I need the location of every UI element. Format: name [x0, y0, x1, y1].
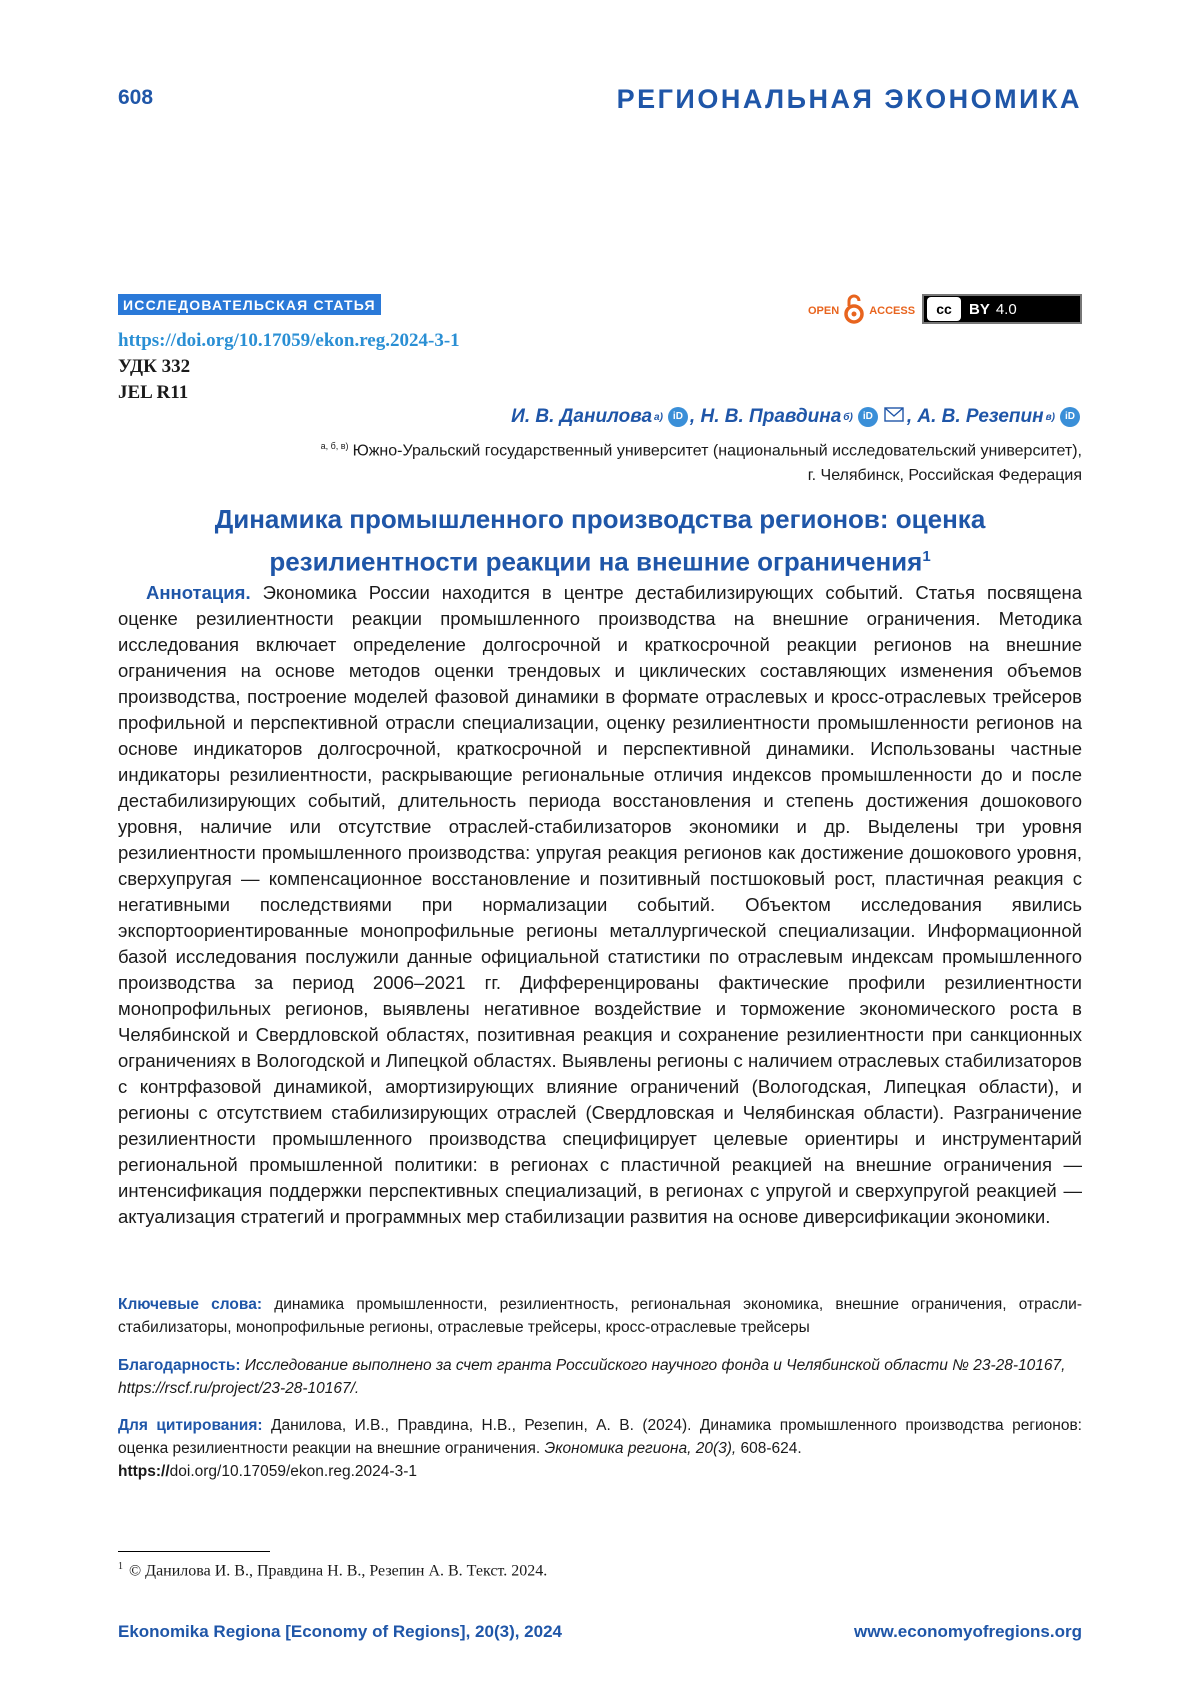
- jel-code: JEL R11: [118, 382, 189, 403]
- keywords-label: Ключевые слова:: [118, 1296, 262, 1313]
- open-access-logo: [808, 294, 915, 327]
- open-access-open-text: OPEN: [808, 304, 840, 317]
- open-access-lock-icon: [843, 294, 865, 327]
- citation-label: Для цитирования:: [118, 1417, 263, 1434]
- title-line-2: резилиентности реакции на внешние ограничения: [269, 546, 923, 577]
- author-mark: в): [1045, 411, 1055, 423]
- udk-code: УДК 332: [118, 356, 191, 377]
- footnote-text: © Данилова И. В., Правдина Н. В., Резепин А. В. Текст. 2024.: [129, 1562, 548, 1580]
- cc-license-badge[interactable]: [922, 294, 1082, 324]
- orcid-icon[interactable]: iD: [1060, 407, 1080, 427]
- author-mark: б): [843, 411, 853, 423]
- citation-pages: 608-624.: [740, 1440, 802, 1457]
- article-type-badge: ИССЛЕДОВАТЕЛЬСКАЯ СТАТЬЯ: [118, 294, 381, 315]
- citation-journal: Экономика региона, 20(3),: [544, 1440, 737, 1457]
- author-name: И. В. Данилова: [511, 406, 653, 427]
- mail-icon[interactable]: [884, 406, 904, 428]
- keywords: [118, 1293, 1082, 1339]
- citation: [118, 1414, 1082, 1483]
- citation-doi-link[interactable]: https://doi.org/10.17059/ekon.reg.2024-3-1: [118, 1463, 417, 1480]
- title-line-1: Динамика промышленного производства регионов: оценка: [214, 504, 986, 534]
- author-mark: а): [654, 411, 663, 423]
- affiliation-line-1: Южно-Уральский государственный университет (национальный исследовательский университет),: [352, 442, 1082, 460]
- affiliation-marks: а, б, в): [320, 441, 349, 451]
- affiliation-line-2: г. Челябинск, Российская Федерация: [807, 467, 1082, 485]
- author-name: А. В. Резепин: [917, 406, 1044, 427]
- abstract: [118, 580, 1082, 1230]
- acknowledgment-text: Исследование выполнено за счет гранта Российского научного фонда и Челябинской области № 23-28-10167, https://rscf.ru/project/23-28-10167/.: [118, 1357, 1066, 1397]
- cc-icon: cc: [927, 297, 961, 321]
- footer-website-link[interactable]: www.economyofregions.org: [854, 1622, 1082, 1641]
- article-title: [118, 500, 1082, 581]
- footer-journal-citation: Ekonomika Regiona [Economy of Regions], 20(3), 2024: [118, 1622, 562, 1641]
- journal-section-title: РЕГИОНАЛЬНАЯ ЭКОНОМИКА: [616, 84, 1082, 114]
- cc-by-label: BY: [969, 300, 990, 318]
- cc-version: 4.0: [995, 300, 1017, 318]
- authors-line: И. В. Данилова а) iD , Н. В. Правдина б) iD , А. В. Резепин в) iD: [511, 406, 1082, 428]
- affiliation: [122, 434, 1082, 488]
- orcid-icon[interactable]: iD: [858, 407, 878, 427]
- citation-text: Данилова, И.В., Правдина, Н.В., Резепин, А. В. (2024). Динамика промышленного производства регионов: оценка резилиентности реакции на внешние ограничения.: [118, 1417, 1082, 1457]
- orcid-icon[interactable]: iD: [668, 407, 688, 427]
- title-footnote-mark: 1: [922, 548, 931, 565]
- footnote-mark: 1: [118, 1561, 123, 1572]
- author-name: Н. В. Правдина: [700, 406, 842, 427]
- footnote: [118, 1561, 547, 1580]
- abstract-text: Экономика России находится в центре дестабилизирующих событий. Статья посвящена оценке резилиентности реакции промышленного производства на внешние ограничения. Методика исследования включает определение долгосрочной и краткосрочной реакции регионов на внешние ограничения на основе методов оценки трендовых и циклических составляющих изменения объемов производства, построение моделей фазовой динамики в формате отраслевых и кросс-отраслевых трейсеров профильной и перспективной отрасли специализации, оценку резилиентности промышленности регионов на основе индикаторов долгосрочной, краткосрочной и перспективной динамики. Использованы частные индикаторы резилиентности, раскрывающие региональные отличия индексов промышленности до и после дестабилизирующих событий, длительность периода восстановления и степень достижения дошокового уровня, наличие или отсутствие отраслей-стабилизаторов экономики и др. Выделены три уровня резилиентности промышленного производства: упругая реакция регионов как достижение дошокового уровня, сверхупругая — компенсационное восстановление и позитивный постшоковый рост, пластичная реакция с негативными последствиями при нормализации событий. Объектом исследования явились экспортоориентированные монопрофильные регионы металлургической специализации. Информационной базой исследования послужили данные официальной статистики по отраслевым индексам промышленного производства за период 2006–2021 гг. Дифференцированы фактические профили резилиентности монопрофильных регионов, выявлены негативное воздействие и торможение экономического роста в Челябинской и Свердловской областях, позитивная реакция и сохранение резилиентности при санкционных ограничениях в Вологодской и Липецкой областях. Выявлены регионы с наличием отраслевых стабилизаторов с контрфазовой динамикой, амортизирующих влияние ограничений (Вологодская, Липецкая области), и регионы с отсутствием стабилизирующих отраслей (Свердловская и Челябинская области). Разграничение резилиентности промышленного производства специфицирует целевые ориентиры и инструментарий региональной промышленной политики: в регионах с пластичной реакцией на внешние ограничения — интенсификация поддержки перспективных специализаций, в регионах с упругой и сверхупругой реакцией — актуализация стратегий и программных мер стабилизации развития на основе диверсификации экономики.: [118, 582, 1082, 1227]
- open-access-access-text: ACCESS: [869, 304, 916, 317]
- keywords-text: динамика промышленности, резилиентность, региональная экономика, внешние ограничения, отрасли-стабилизаторы, монопрофильные регионы, отраслевые трейсеры, кросс-отраслевые трейсеры: [118, 1296, 1082, 1336]
- doi-link[interactable]: https://doi.org/10.17059/ekon.reg.2024-3-1: [118, 330, 460, 351]
- acknowledgment-label: Благодарность:: [118, 1357, 241, 1374]
- footnote-divider: [118, 1551, 270, 1552]
- acknowledgment: [118, 1354, 1082, 1400]
- page-number: 608: [118, 86, 154, 109]
- abstract-label: Аннотация.: [146, 582, 251, 603]
